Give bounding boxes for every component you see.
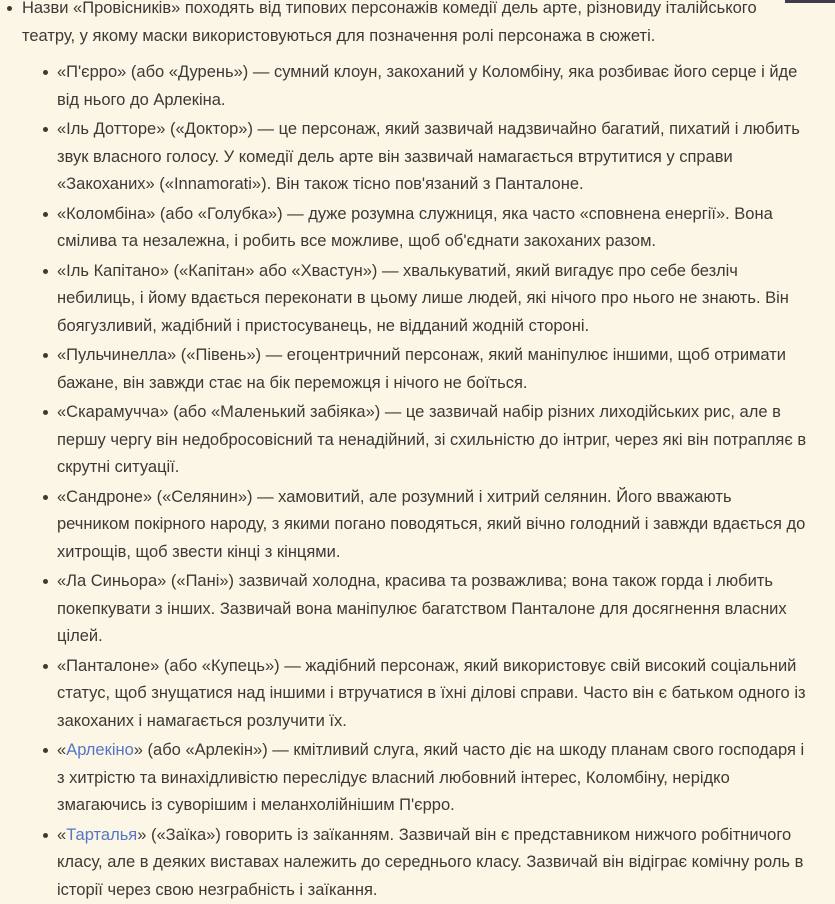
character-text: » («Заїка») говорить із заїканням. Зазвичай він є представником нижчого робітничого класу, але в деяких виставах належить до середнього класу. Зазвичай він відіграє комічну роль в історії через свою незграбність і заїкання. — [57, 825, 804, 899]
character-item — [22, 737, 807, 820]
character-text: «П'єрро» (або «Дурень») — сумний клоун, закоханий у Коломбіну, яка розбиває його серце і йде від нього до Арлекіна. — [57, 63, 798, 109]
character-item — [22, 822, 807, 904]
character-text: «Сандроне» («Селянин») — хамовитий, але розумний і хитрий селянин. Його вважають речником покірного народу, з якими погано поводяться, який вічно голодний і завжди вдається до хитрощів, щоб звести кінці з кінцями. — [57, 487, 806, 561]
intro-text: Назви «Провісників» походять від типових персонажів комедії дель арте, різновиду італійського театру, у якому маски використовуються для позначення ролі персонажа в сюжеті. — [22, 0, 757, 45]
character-text: « — [57, 825, 67, 844]
character-item — [22, 653, 807, 736]
character-link[interactable]: Арлекіно — [66, 741, 134, 759]
character-text: «Іль Капітано» («Капітан» або «Хвастун») — хвалькуватий, який вигадує про себе безліч небилиць, і йому вдається переконати в цьому лише людей, які нічого про нього не знають. Він боягузливий, жадібний і пристосуванець, не відданий жодній стороні. — [57, 261, 789, 335]
character-item — [22, 116, 807, 199]
character-text: « — [57, 741, 67, 759]
character-text: «Пульчинелла» («Півень») — егоцентричний персонаж, який маніпулює іншими, щоб отримати бажане, він завжди стає на бік переможця і нічого не боїться. — [57, 346, 786, 392]
character-text: «Іль Дотторе» («Доктор») — це персонаж, який зазвичай надзвичайно багатий, пихатий і любить звук власного голосу. У комедії дель арте він зазвичай намагається втрутитися у справи «Закоханих» («Innamorati»). Він також тісно пов'язаний з Панталоне. — [57, 120, 800, 193]
character-item — [22, 59, 807, 114]
character-link[interactable]: Тарталья — [66, 825, 138, 844]
character-item — [22, 201, 807, 256]
character-item — [22, 484, 807, 567]
character-text: «Панталоне» (або «Купець») — жадібний персонаж, який використовує свій високий соціальний статус, щоб знущатися над іншими і втручатися в їхні ділові справи. Часто він є батьком одного із закоханих і намагається розлучити їх. — [57, 656, 806, 730]
character-item — [22, 342, 807, 397]
characters-list — [22, 59, 807, 904]
character-item — [22, 399, 807, 482]
character-text: «Ла Синьора» («Пані») зазвичай холодна, красива та розважлива; вона також горда і любить покепкувати з інших. Зазвичай вона маніпулює багатством Панталоне для досягнення власних цілей. — [57, 572, 787, 645]
character-item — [22, 568, 807, 651]
character-item — [22, 258, 807, 341]
character-text: «Скарамучча» (або «Маленький забіяка») — це зазвичай набір різних лиходійських рис, але в першу чергу він недобросовісний та ненадійний, зі схильністю до інтриг, через які він потрапляє в скрутні ситуації. — [57, 403, 807, 476]
character-text: » (або «Арлекін») — кмітливий слуга, який часто діє на шкоду планам свого господаря і з хитрістю та винахідливістю переслідує власний любовний інтерес, Коломбіну, нерідко змагаючись із суворішим і меланхолійнішим П'єрро. — [57, 741, 805, 814]
character-text: «Коломбіна» (або «Голубка») — дуже розумна служниця, яка часто «сповнена енергії». Вона смілива та незалежна, і робить все можливе, щоб об'єднати закоханих разом. — [57, 204, 773, 250]
